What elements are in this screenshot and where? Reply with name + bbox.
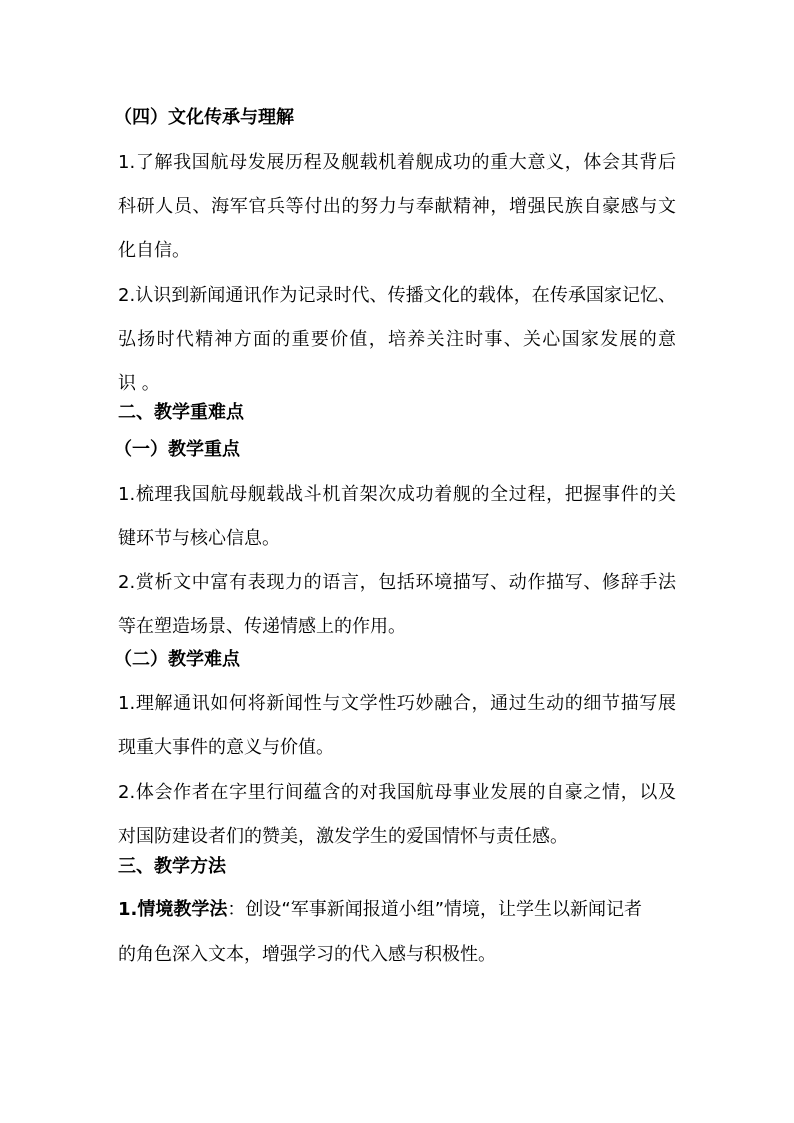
section-heading-key-difficult: 二、教学重难点 xyxy=(118,402,244,423)
paragraph-line: 识 。 xyxy=(118,373,160,394)
paragraph-line: 科研人员、海军官兵等付出的努力与奉献精神，增强民族自豪感与文 xyxy=(118,196,676,217)
subheading-difficult-points: （二）教学难点 xyxy=(114,649,240,670)
paragraph-line: 现重大事件的意义与价值。 xyxy=(118,737,334,758)
method-description: 创设“军事新闻报道小组”情境，让学生以新闻记者 xyxy=(245,899,643,920)
method-line xyxy=(118,898,642,922)
paragraph-line: 2.赏析文中富有表现力的语言，包括环境描写、动作描写、修辞手法 xyxy=(118,572,676,593)
section-heading-methods: 三、教学方法 xyxy=(118,856,226,877)
method-colon: ： xyxy=(227,899,246,920)
paragraph-line: 1.梳理我国航母舰载战斗机首架次成功着舰的全过程，把握事件的关 xyxy=(118,484,676,505)
paragraph-line: 键环节与核心信息。 xyxy=(118,528,280,549)
method-label: 1.情境教学法 xyxy=(118,899,228,920)
paragraph-line: 的角色深入文本，增强学习的代入感与积极性。 xyxy=(118,944,496,965)
paragraph-line: 化自信。 xyxy=(118,240,190,261)
paragraph-line: 2.认识到新闻通讯作为记录时代、传播文化的载体，在传承国家记忆、 xyxy=(118,285,676,306)
paragraph-line: 弘扬时代精神方面的重要价值，培养关注时事、关心国家发展的意 xyxy=(118,329,676,350)
paragraph-line: 2.体会作者在字里行间蕴含的对我国航母事业发展的自豪之情，以及 xyxy=(118,782,676,803)
paragraph-line: 对国防建设者们的赞美，激发学生的爱国情怀与责任感。 xyxy=(118,826,568,847)
paragraph-line: 1.理解通讯如何将新闻性与文学性巧妙融合，通过生动的细节描写展 xyxy=(118,693,676,714)
section-heading-culture: （四）文化传承与理解 xyxy=(114,107,294,128)
paragraph-line: 1.了解我国航母发展历程及舰载机着舰成功的重大意义，体会其背后 xyxy=(118,152,676,173)
subheading-key-points: （一）教学重点 xyxy=(114,439,240,460)
paragraph-line: 等在塑造场景、传递情感上的作用。 xyxy=(118,616,406,637)
